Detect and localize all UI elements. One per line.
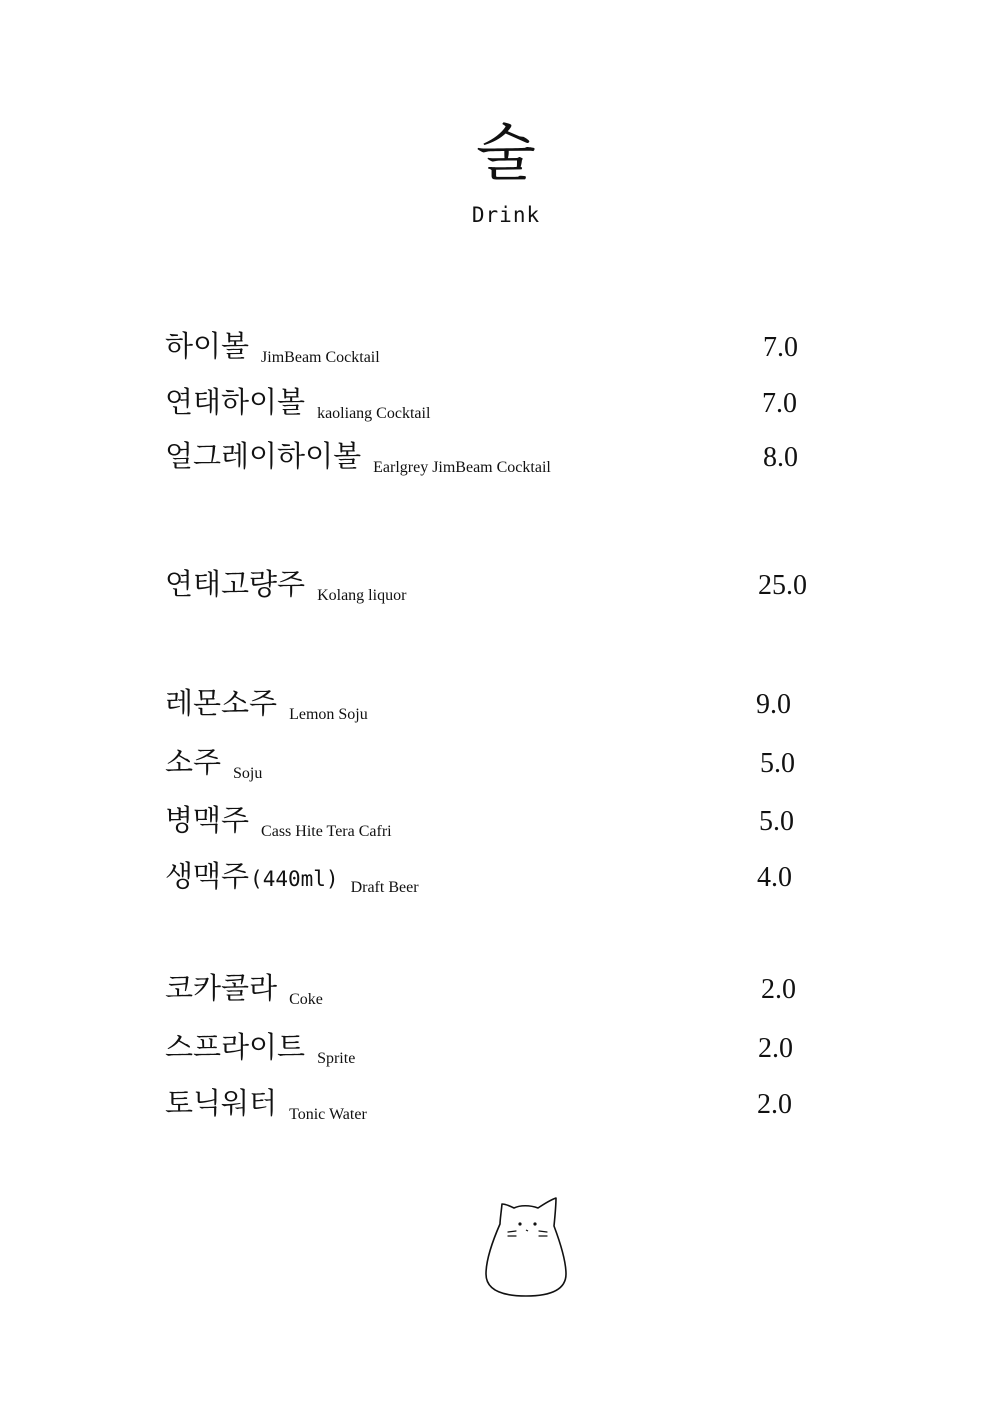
menu-item-yantai-highball [165,384,835,424]
menu-item-price: 4.0 [757,862,792,893]
korean-name: 병맥주 [165,803,250,837]
menu-item-name [165,858,419,900]
menu-item-name [165,802,392,844]
menu-item-price: 5.0 [759,806,794,837]
english-name: Earlgrey JimBeam Cocktail [373,459,551,476]
english-name: Sprite [317,1050,356,1067]
menu-item-earlgrey-highball [165,438,835,478]
english-name: Cass Hite Tera Cafri [261,823,392,840]
menu-item-name [165,1085,367,1127]
menu-item-price: 2.0 [758,1033,793,1064]
english-name: kaoliang Cocktail [317,405,431,422]
cat-doodle-icon [482,1192,574,1298]
menu-item-name [165,1029,355,1071]
menu-item-name [165,438,551,480]
menu-item-draft-beer [165,858,835,898]
korean-name: 하이볼 [165,329,250,363]
menu-item-coca-cola [165,970,835,1010]
menu-item-name [165,970,323,1012]
english-name: Kolang liquor [317,587,407,604]
menu-item-price: 7.0 [762,388,797,419]
menu-item-soju [165,744,835,784]
english-name: Lemon Soju [289,706,368,723]
menu-item-name [165,744,262,786]
menu-item-price: 25.0 [758,570,807,601]
english-name: Tonic Water [289,1106,367,1123]
korean-name: 코카콜라 [165,971,278,1005]
volume-label: (440ml) [250,867,339,891]
korean-name: 생맥주 [165,859,250,893]
menu-item-name [165,384,430,426]
menu-item-price: 2.0 [761,974,796,1005]
menu-title: 술 [476,116,536,189]
menu-subtitle: Drink [471,203,541,227]
menu-item-sprite [165,1029,835,1069]
menu-item-price: 5.0 [760,748,795,779]
menu-item-price: 2.0 [757,1089,792,1120]
menu-item-name [165,685,368,727]
menu-item-name [165,566,406,608]
menu-item-bottled-beer [165,802,835,842]
menu-item-highball [165,328,835,368]
menu-item-price: 7.0 [763,332,798,363]
korean-name: 얼그레이하이볼 [165,439,362,473]
menu-item-kaoliang-liquor [165,566,835,606]
english-name: Soju [233,765,263,782]
menu-item-tonic-water [165,1085,835,1125]
menu-item-price: 9.0 [756,689,791,720]
korean-name: 레몬소주 [165,686,278,720]
korean-name: 연태고량주 [165,567,306,601]
korean-name: 소주 [165,745,222,779]
menu-item-lemon-soju [165,685,835,725]
menu-item-price: 8.0 [763,442,798,473]
korean-name: 연태하이볼 [165,385,306,419]
english-name: Coke [289,991,323,1008]
english-name: JimBeam Cocktail [261,349,380,366]
english-name: Draft Beer [350,879,419,896]
korean-name: 토닉워터 [165,1086,278,1120]
menu-item-name [165,328,380,370]
korean-name: 스프라이트 [165,1030,306,1064]
